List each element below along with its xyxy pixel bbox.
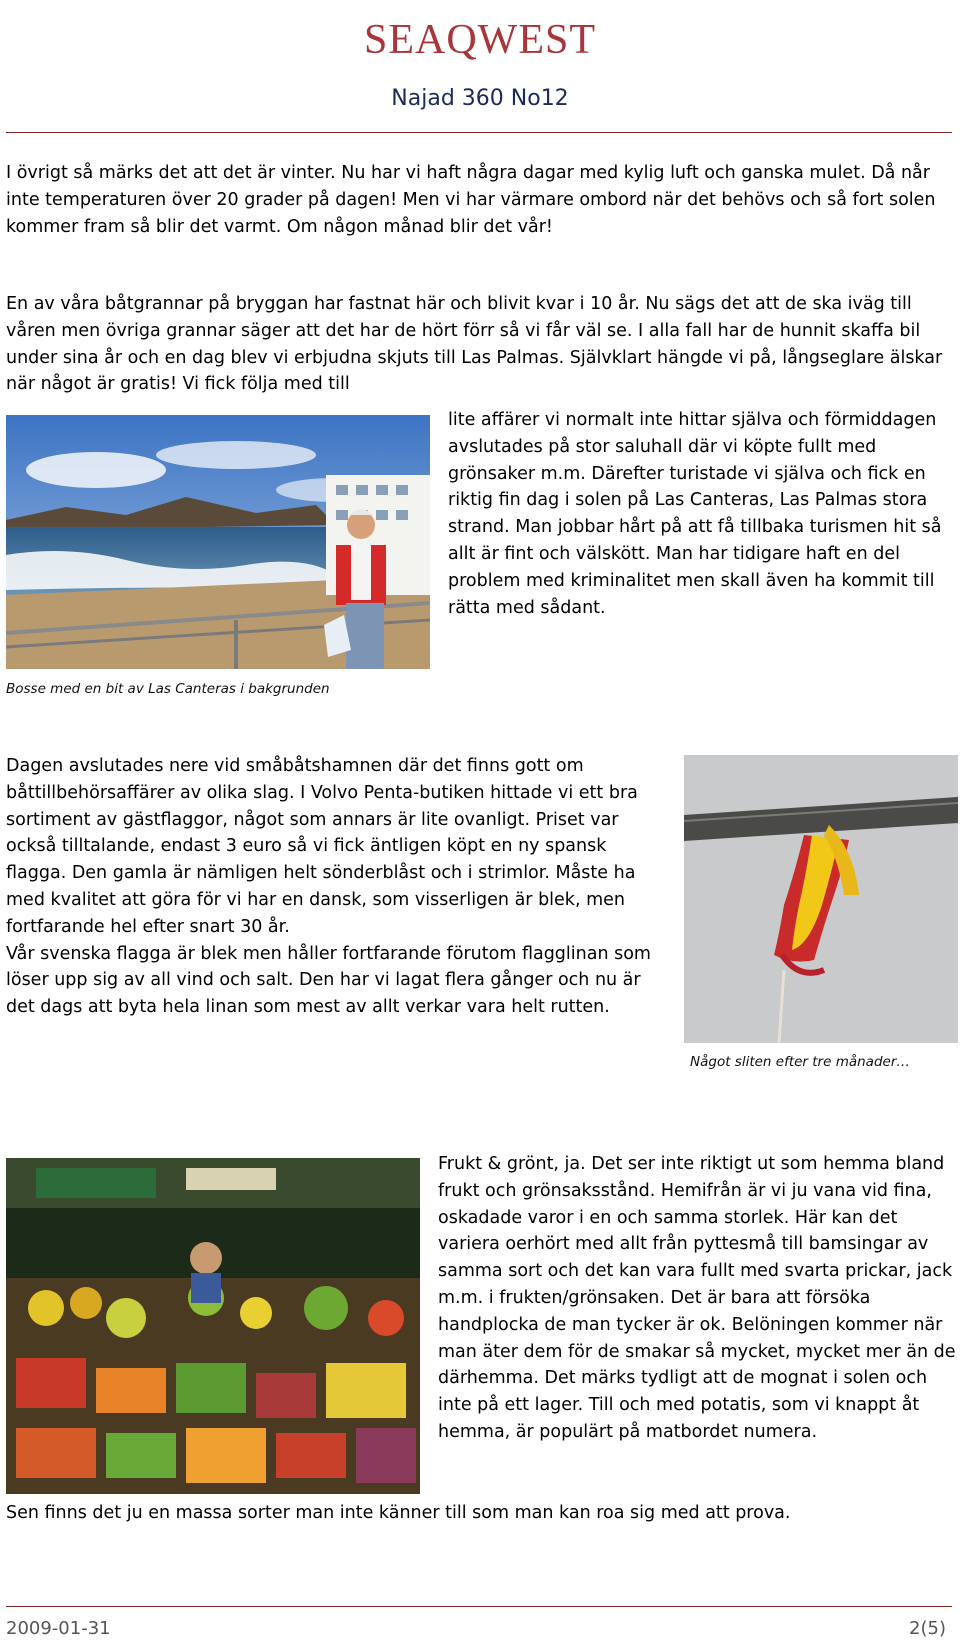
paragraph-5 (438, 1151, 956, 1446)
seaqwest-logo (0, 16, 960, 64)
paragraph-3-text: Dagen avslutades nere vid småbåtshamnen där det finns gott om båttillbehörsaffärer av olika slag. I Volvo Penta-butiken hittade vi ett bra sortiment av gästflaggor, något som annars är lite ovanligt. Priset var också tilltalande, endast 3 euro så vi fick äntligen köpt en ny spansk flagga. Den gamla är nämligen helt sönderblåst och i strimlor. Måste ha med kvalitet att göra för vi har en dansk, som visserligen är blek, men fortfarande hel efter snart 30 år. (6, 756, 638, 937)
paragraph-2 (6, 291, 956, 398)
paragraph-5-tail (6, 1500, 956, 1527)
flag-photo (684, 755, 958, 1043)
logo-text: SEAQWEST (364, 17, 596, 63)
page-subtitle: Najad 360 No12 (391, 86, 569, 111)
paragraph-5-text: Frukt & grönt, ja. Det ser inte riktigt ut som hemma bland frukt och grönsaksstånd. Hemifrån är vi ju vana vid fina, oskadade varor i en och samma storlek. Här kan det variera oerhört med allt från pyttesmå till bamsingar av samma sort och det kan vara fullt med svarta prickar, jack m.m. i frukten/grönsaken. Det är bara att försöka handplocka de man tycker är ok. Belöningen kommer när man äter dem för de smakar så mycket, mycket mer än de därhemma. Det märks tydligt att de mognat i solen och inte på ett lager. Till och med potatis, som vi knappt åt hemma, är populärt på matbordet numera. (438, 1154, 956, 1442)
page-number: 2(5) (909, 1618, 946, 1639)
paragraph-2-wrap (448, 407, 953, 621)
paragraph-1 (6, 160, 956, 240)
paragraph-1-text: I övrigt så märks det att det är vinter. Nu har vi haft några dagar med kylig luft och ganska mulet. Då når inte temperaturen över 20 grader på dagen! Men vi har värmare ombord när det behövs och så fort solen kommer fram så blir det varmt. Om någon månad blir det vår! (6, 163, 936, 237)
footer-rule (6, 1606, 952, 1607)
beach-photo-caption: Bosse med en bit av Las Canteras i bakgrunden (6, 681, 330, 697)
footer-date: 2009-01-31 (6, 1618, 111, 1639)
flag-photo-caption: Något sliten efter tre månader… (690, 1054, 910, 1070)
beach-photo (6, 415, 430, 669)
paragraph-3 (6, 753, 666, 1021)
paragraph-5-tail-text: Sen finns det ju en massa sorter man inte känner till som man kan roa sig med att prova. (6, 1503, 791, 1523)
paragraph-4-text: Vår svenska flagga är blek men håller fortfarande förutom flagglinan som löser upp sig av all vind och salt. Den har vi lagat flera gånger och nu är det dags att byta hela linan som mest av allt verkar vara helt rutten. (6, 943, 651, 1018)
market-photo (6, 1158, 420, 1494)
paragraph-2-text: En av våra båtgrannar på bryggan har fastnat här och blivit kvar i 10 år. Nu sägs det att de ska iväg till våren men övriga grannar säger att det har de hört förr så vi får väl se. I alla fall har de hunnit skaffa bil under sina år och en dag blev vi erbjudna skjuts till Las Palmas. Självklart hängde vi på, långseglare älskar när något är gratis! Vi fick följa med till (6, 294, 943, 395)
header-rule (6, 132, 952, 133)
paragraph-2-wrap-text: lite affärer vi normalt inte hittar själva och förmiddagen avslutades på stor saluhall där vi köpte fullt med grönsaker m.m. Därefter turistade vi själva och fick en riktig fin dag i solen på Las Canteras, Las Palmas stora strand. Man jobbar hårt på att få tillbaka turismen hit så allt är fint och välskött. Man har tidigare haft en del problem med kriminalitet men skall även ha kommit till rätta med sådant. (448, 410, 942, 618)
